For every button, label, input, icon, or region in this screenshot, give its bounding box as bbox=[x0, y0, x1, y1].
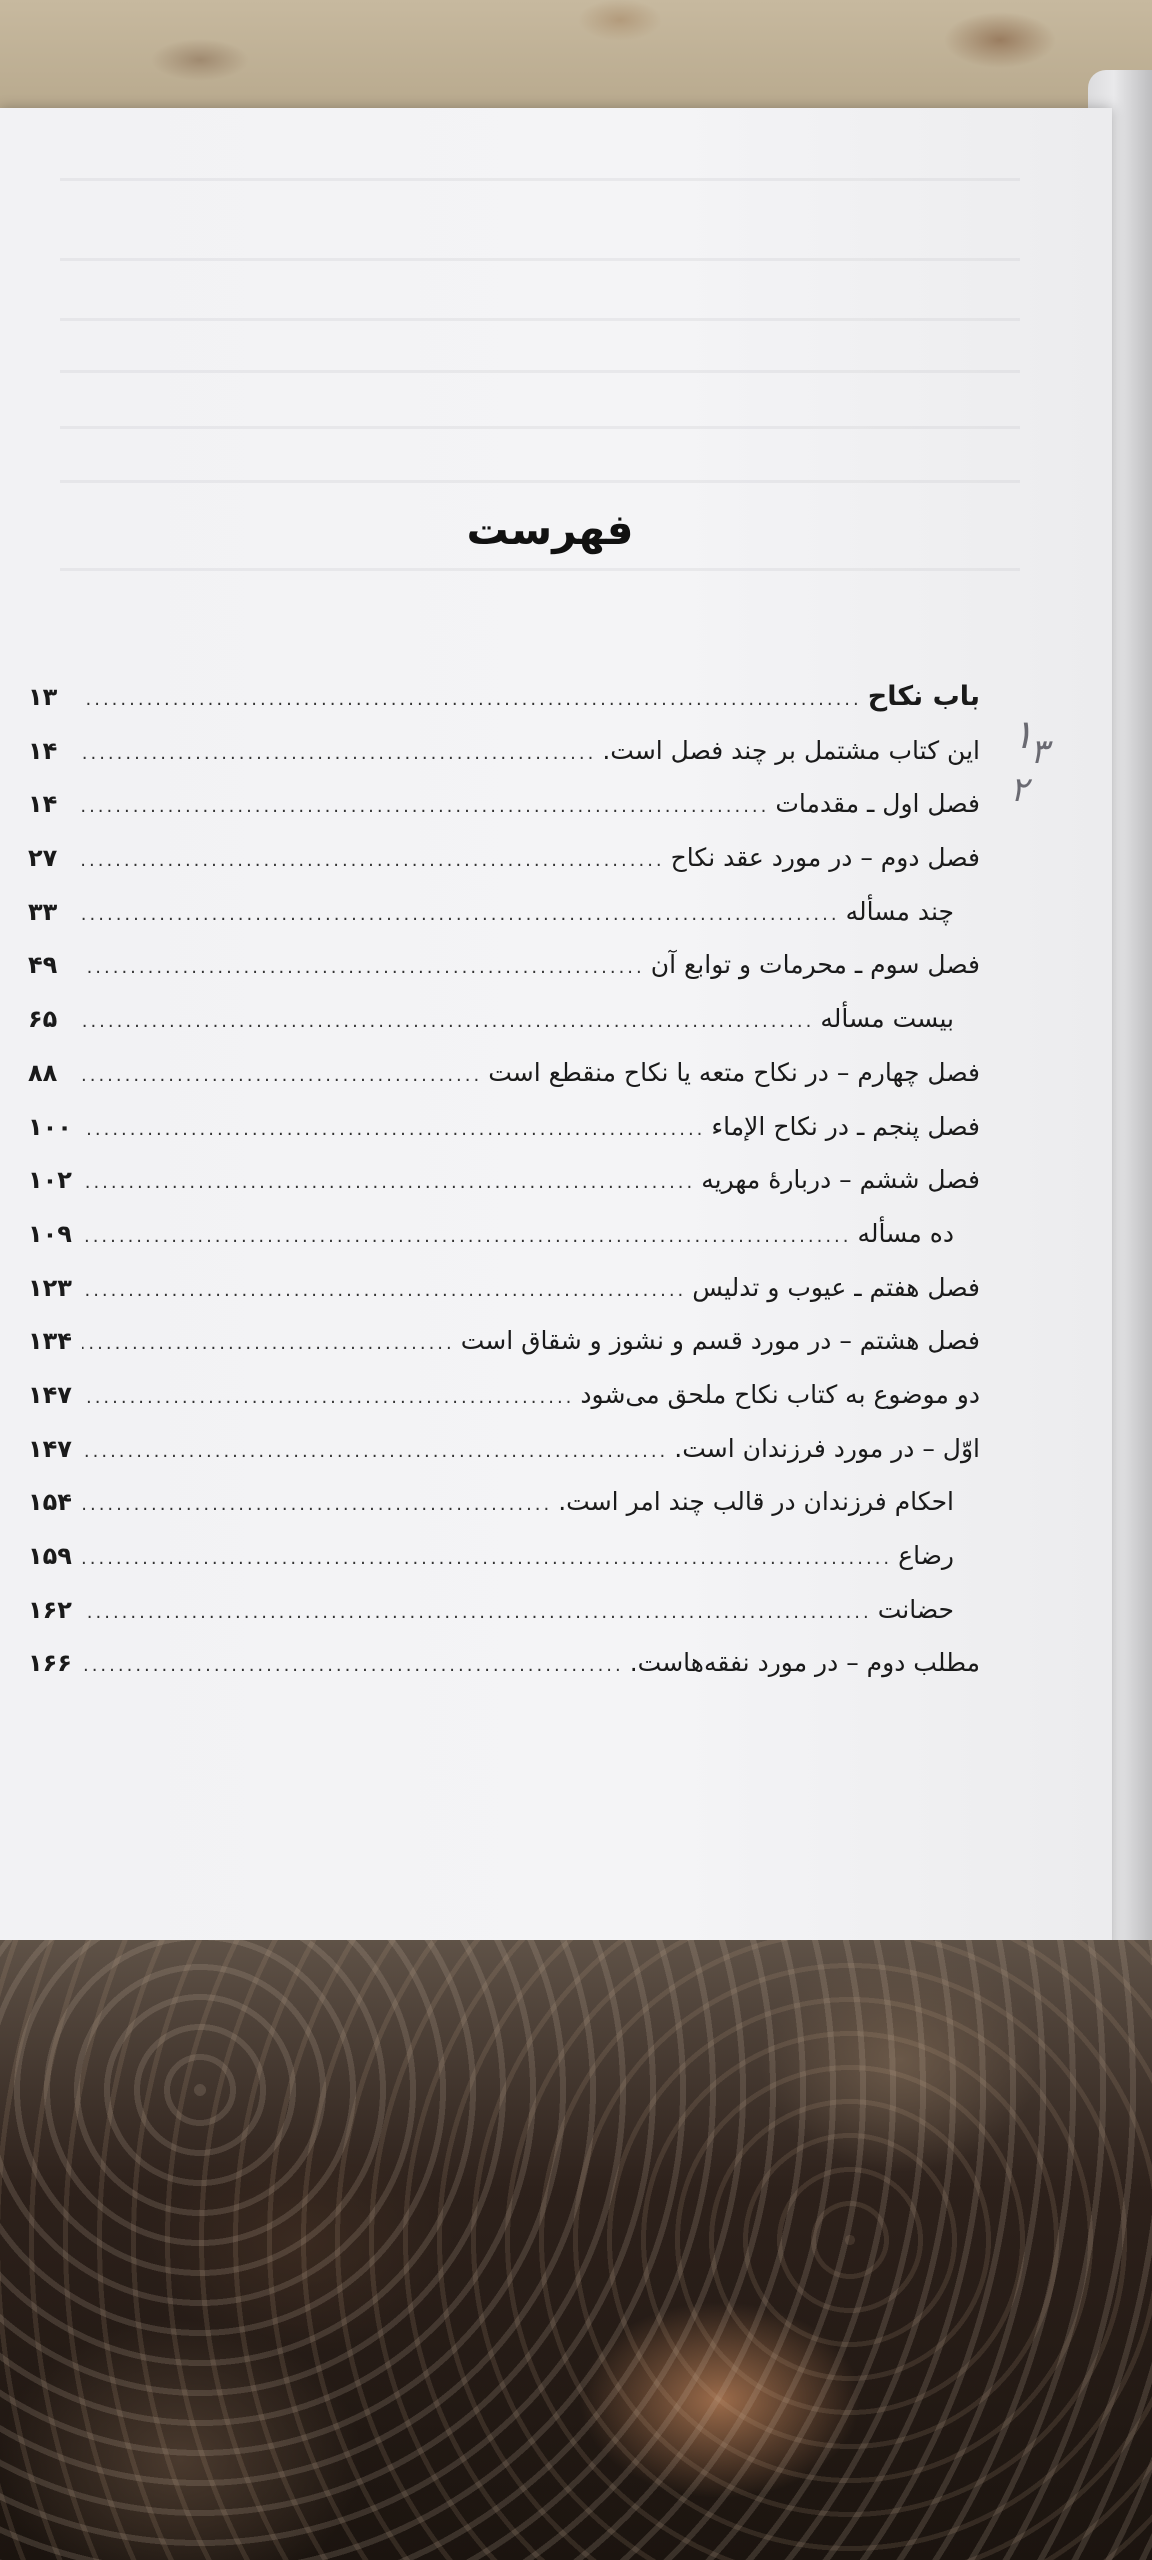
toc-entry bbox=[28, 1583, 980, 1637]
toc-entry bbox=[28, 1153, 980, 1207]
bleed-through-line bbox=[60, 426, 1020, 429]
toc-entry bbox=[28, 1046, 980, 1100]
toc-entry-label: فصل چهارم – در نکاح متعه یا نکاح منقطع است bbox=[488, 1057, 980, 1087]
toc-entry bbox=[28, 885, 980, 939]
toc-dot-leader bbox=[82, 1103, 705, 1157]
toc-dot-leader bbox=[82, 727, 596, 781]
toc-dot-leader bbox=[82, 1425, 668, 1479]
toc-dot-leader bbox=[82, 941, 645, 995]
toc-entry bbox=[28, 1475, 980, 1529]
handwritten-margin-mark: ۲ bbox=[1010, 770, 1029, 810]
background-carpet-top bbox=[0, 0, 1152, 120]
bleed-through-line bbox=[60, 318, 1020, 321]
toc-entry bbox=[28, 1207, 980, 1261]
toc-entry bbox=[28, 1261, 980, 1315]
toc-entry-page-number: ۱۵۴ bbox=[28, 1488, 72, 1517]
toc-dot-leader bbox=[82, 1156, 695, 1210]
toc-entry-page-number: ۱۴ bbox=[28, 790, 58, 819]
bleed-through-line bbox=[60, 370, 1020, 373]
toc-entry bbox=[28, 1368, 980, 1422]
toc-entry-page-number: ۱۶۲ bbox=[28, 1595, 72, 1624]
toc-entry-label: رضاع bbox=[898, 1541, 954, 1570]
toc-entry-label: باب نکاح bbox=[867, 681, 980, 712]
toc-dot-leader bbox=[82, 1210, 851, 1264]
toc-entry bbox=[28, 670, 980, 724]
toc-entry-label: ده مسأله bbox=[857, 1218, 954, 1248]
toc-entry-label: فصل سوم ـ محرمات و توابع آن bbox=[650, 950, 980, 980]
toc-entry-label: مطلب دوم – در مورد نفقه‌هاست. bbox=[629, 1648, 980, 1678]
toc-entry-page-number: ۱۰۰ bbox=[28, 1112, 72, 1141]
bleed-through-line bbox=[60, 178, 1020, 181]
toc-title: فهرست bbox=[466, 505, 634, 554]
toc-dot-leader bbox=[82, 1371, 574, 1425]
toc-entry-page-number: ۲۷ bbox=[28, 844, 58, 873]
toc-entry-label: چند مسأله bbox=[845, 896, 954, 926]
toc-entry-page-number: ۸۸ bbox=[28, 1058, 58, 1087]
toc-entry-label: فصل ششم – دربارهٔ مهریه bbox=[701, 1165, 980, 1195]
toc-entry bbox=[28, 724, 980, 778]
toc-entry-page-number: ۴۹ bbox=[28, 951, 58, 980]
handwritten-margin-mark: ۱ bbox=[1012, 712, 1034, 758]
toc-dot-leader bbox=[82, 888, 840, 942]
toc-dot-leader bbox=[82, 673, 862, 727]
toc-entry-label: این کتاب مشتمل بر چند فصل است. bbox=[602, 735, 980, 765]
toc-dot-leader bbox=[82, 1264, 686, 1318]
toc-entry-label: فصل هشتم – در مورد قسم و نشوز و شقاق است bbox=[460, 1326, 980, 1356]
toc-entry-page-number: ۱۲۳ bbox=[28, 1273, 72, 1302]
toc-entry bbox=[28, 777, 980, 831]
toc-dot-leader bbox=[82, 1049, 482, 1103]
toc-entry-label: اوّل – در مورد فرزندان است. bbox=[674, 1433, 980, 1463]
toc-entry-page-number: ۱۰۹ bbox=[28, 1219, 72, 1248]
toc-entry bbox=[28, 1422, 980, 1476]
toc-entry-page-number: ۱۴ bbox=[28, 736, 58, 765]
toc-entry bbox=[28, 1314, 980, 1368]
toc-dot-leader bbox=[82, 834, 665, 888]
toc-entry bbox=[28, 1636, 980, 1690]
bleed-through-line bbox=[60, 480, 1020, 483]
toc-dot-leader bbox=[82, 1639, 624, 1693]
toc-entry-page-number: ۱۶۶ bbox=[28, 1649, 72, 1678]
toc-dot-leader bbox=[82, 1478, 552, 1532]
table-of-contents bbox=[28, 670, 980, 1690]
toc-entry-label: احکام فرزندان در قالب چند امر است. bbox=[558, 1487, 954, 1517]
toc-dot-leader bbox=[82, 1532, 892, 1586]
background-carpet-bottom bbox=[0, 1940, 1152, 2560]
toc-dot-leader bbox=[82, 780, 769, 834]
toc-entry-label: بیست مسأله bbox=[820, 1004, 954, 1034]
bleed-through-line bbox=[60, 258, 1020, 261]
toc-entry bbox=[28, 1100, 980, 1154]
toc-entry-page-number: ۱۴۷ bbox=[28, 1380, 72, 1409]
toc-entry-page-number: ۱۴۷ bbox=[28, 1434, 72, 1463]
toc-entry bbox=[28, 831, 980, 885]
toc-entry-page-number: ۱۰۲ bbox=[28, 1166, 72, 1195]
toc-entry bbox=[28, 992, 980, 1046]
toc-dot-leader bbox=[82, 995, 814, 1049]
toc-entry-page-number: ۳۳ bbox=[28, 897, 58, 926]
toc-entry-page-number: ۶۵ bbox=[28, 1005, 58, 1034]
toc-entry-page-number: ۱۵۹ bbox=[28, 1542, 72, 1570]
toc-dot-leader bbox=[82, 1317, 455, 1371]
toc-entry-page-number: ۱۳۴ bbox=[28, 1327, 72, 1356]
toc-entry-page-number: ۱۳ bbox=[28, 683, 58, 711]
toc-dot-leader bbox=[82, 1586, 872, 1640]
toc-entry-label: حضانت bbox=[877, 1594, 954, 1624]
toc-entry-label: فصل دوم – در مورد عقد نکاح bbox=[670, 843, 980, 873]
toc-entry-label: فصل پنجم ـ در نکاح الإماء bbox=[711, 1111, 980, 1141]
toc-entry-label: دو موضوع به کتاب نکاح ملحق می‌شود bbox=[580, 1379, 980, 1409]
handwritten-margin-mark: ۳ bbox=[1030, 732, 1049, 772]
toc-entry-label: فصل هفتم ـ عیوب و تدلیس bbox=[692, 1272, 980, 1302]
toc-entry-label: فصل اول ـ مقدمات bbox=[775, 789, 980, 819]
bleed-through-line bbox=[60, 568, 1020, 571]
toc-entry bbox=[28, 938, 980, 992]
toc-entry bbox=[28, 1529, 980, 1583]
